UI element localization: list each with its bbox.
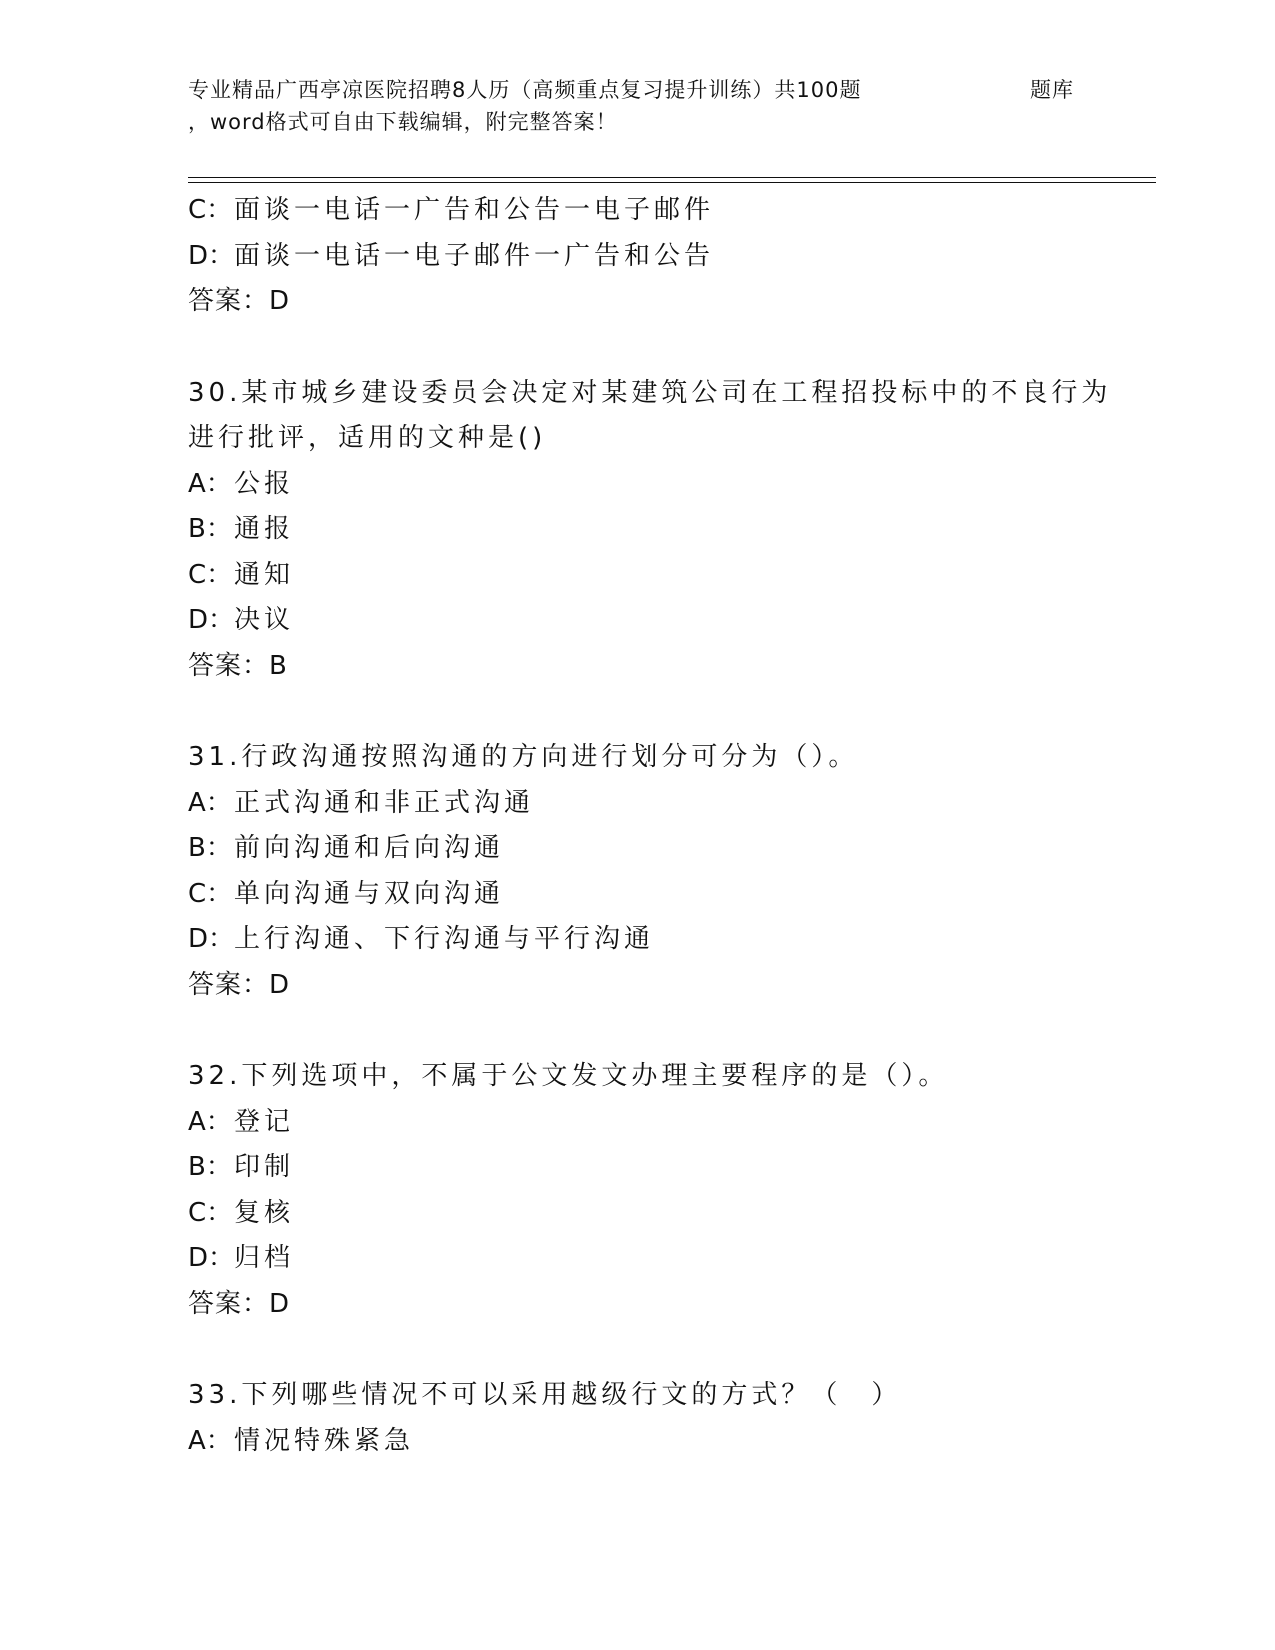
option-b: B：前向沟通和后向沟通: [188, 833, 505, 863]
question-stem: 31.行政沟通按照沟通的方向进行划分可分为（）。: [188, 742, 859, 772]
question-list: [188, 188, 1112, 1464]
question-block-30: [188, 371, 1112, 690]
answer: 答案：D: [188, 286, 291, 316]
option-b: B：印制: [188, 1152, 295, 1182]
option-a: A：公报: [188, 468, 295, 499]
option-a: A：登记: [188, 1106, 295, 1137]
option-c: C：通知: [188, 559, 295, 590]
question-stem: 30.某市城乡建设委员会决定对某建筑公司在工程招投标中的不良行为: [188, 377, 1112, 408]
question-block-33: [188, 1373, 1088, 1464]
header-title-line: [188, 74, 1088, 106]
question-block-31: [188, 735, 1088, 1008]
option-c: C：复核: [188, 1197, 295, 1228]
header-divider-bottom: [188, 182, 1156, 183]
question-stem-continued: 进行批评，适用的文种是(): [188, 423, 547, 453]
option-a: A：情况特殊紧急: [188, 1425, 415, 1456]
header-label-question-bank: 题库: [1030, 78, 1074, 102]
question-stem: 33.下列哪些情况不可以采用越级行文的方式？（ ）: [188, 1380, 902, 1410]
option-d: D：面谈一电话一电子邮件一广告和公告: [188, 240, 715, 271]
option-b: B：通报: [188, 514, 295, 544]
answer: 答案：D: [188, 969, 291, 1000]
question-block-32: [188, 1054, 1088, 1327]
header-title: 专业精品广西亭凉医院招聘8人历（高频重点复习提升训练）共100题: [188, 78, 862, 102]
answer: 答案：B: [188, 650, 288, 681]
header-subtitle: ，word格式可自由下载编辑，附完整答案！: [188, 110, 618, 134]
option-c: C：单向沟通与双向沟通: [188, 878, 505, 909]
option-c: C：面谈一电话一广告和公告一电子邮件: [188, 195, 715, 225]
option-d: D：归档: [188, 1243, 295, 1273]
question-block-29: [188, 188, 1088, 325]
answer: 答案：D: [188, 1288, 291, 1319]
page-header: [188, 74, 1088, 138]
option-a: A：正式沟通和非正式沟通: [188, 787, 535, 818]
option-d: D：上行沟通、下行沟通与平行沟通: [188, 924, 655, 954]
header-divider-top: [188, 177, 1156, 178]
option-d: D：决议: [188, 605, 295, 635]
question-stem: 32.下列选项中，不属于公文发文办理主要程序的是（）。: [188, 1061, 949, 1091]
